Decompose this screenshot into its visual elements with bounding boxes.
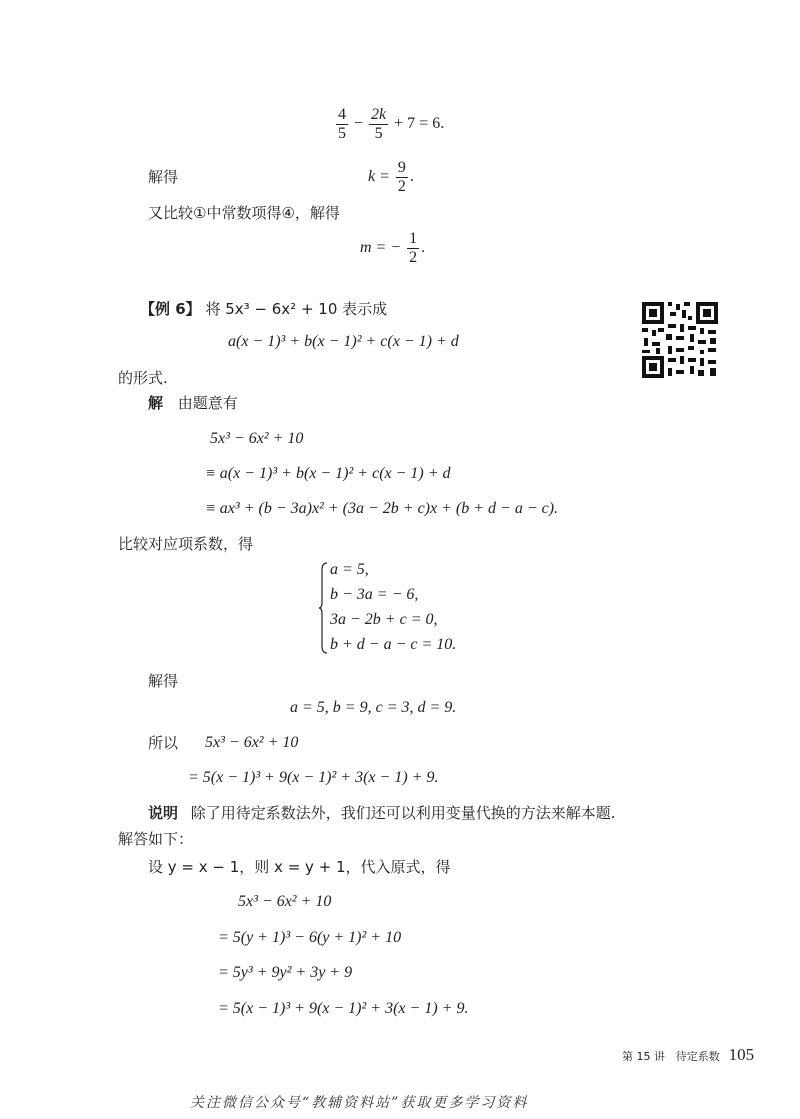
fraction-1-2 xyxy=(407,230,419,267)
solution-step-2: ≡ a(x − 1)³ + b(x − 1)² + c(x − 1) + d xyxy=(205,465,451,482)
system-eq-4: b + d − a − c = 10. xyxy=(330,636,457,653)
compare-constant-text: 又比较①中常数项得④，解得 xyxy=(148,204,340,222)
substitution-text: 设 y = x − 1，则 x = y + 1，代入原式，得 xyxy=(148,858,451,876)
left-brace xyxy=(318,562,328,654)
equation-line-1 xyxy=(334,104,444,144)
numerator: 9 xyxy=(397,158,406,176)
note-continuation: 解答如下： xyxy=(118,830,194,848)
solution-text: 由题意有 xyxy=(177,394,238,412)
solution-label: 解 xyxy=(148,394,164,412)
coefficient-values: a = 5, b = 9, c = 3, d = 9. xyxy=(290,699,457,716)
suoyi-label: 所以 xyxy=(148,734,179,752)
solution-step-1: 5x³ − 6x² + 10 xyxy=(210,430,304,447)
denominator: 5 xyxy=(369,124,388,143)
system-eq-1: a = 5, xyxy=(330,561,369,578)
m-lhs: m = − xyxy=(360,239,402,256)
denominator: 5 xyxy=(338,124,346,142)
period: . xyxy=(409,168,414,185)
result-line-1: 5x³ − 6x² + 10 xyxy=(205,734,299,751)
substitution-step-2: = 5(y + 1)³ − 6(y + 1)² + 10 xyxy=(218,929,402,946)
solution-line xyxy=(148,392,238,414)
form-end-text: 的形式. xyxy=(118,369,168,387)
substitution-step-4: = 5(x − 1)³ + 9(x − 1)² + 3(x − 1) + 9. xyxy=(218,1000,469,1017)
substitution-step-3: = 5y³ + 9y² + 3y + 9 xyxy=(218,964,353,981)
system-eq-3: 3a − 2b + c = 0, xyxy=(330,611,438,628)
fraction-9-2 xyxy=(396,159,408,196)
result-line-2: = 5(x − 1)³ + 9(x − 1)² + 3(x − 1) + 9. xyxy=(188,769,439,786)
system-eq-2: b − 3a = − 6, xyxy=(330,586,419,603)
compare-coefficients-text: 比较对应项系数，得 xyxy=(118,535,254,553)
jiede-label-2: 解得 xyxy=(148,672,179,690)
m-equation xyxy=(360,228,425,268)
denominator: 2 xyxy=(409,248,418,266)
period: . xyxy=(421,239,426,256)
page-number: 105 xyxy=(728,1045,755,1064)
jiede-label-1: 解得 xyxy=(148,168,179,186)
example-label: 【例 6】 xyxy=(140,300,201,318)
numerator: 1 xyxy=(409,229,418,247)
minus-sign: − xyxy=(354,115,364,132)
note-line xyxy=(148,802,616,824)
solution-step-3: ≡ ax³ + (b − 3a)x² + (3a − 2b + c)x + (b + d − a − c). xyxy=(205,500,559,517)
note-label: 说明 xyxy=(148,804,179,822)
qr-code-icon xyxy=(640,300,720,380)
numerator: 2k xyxy=(371,105,387,123)
fraction-4-5 xyxy=(336,106,348,143)
equation-rest: + 7 = 6. xyxy=(394,115,445,132)
note-text: 除了用待定系数法外，我们还可以利用变量代换的方法来解本题. xyxy=(190,804,616,822)
example-text: 将 5x³ − 6x² + 10 表示成 xyxy=(205,300,388,318)
k-lhs: k = xyxy=(368,168,390,185)
watermark-text: 关注微信公众号“教辅资料站”获取更多学习资料 xyxy=(190,1095,529,1111)
page-footer xyxy=(622,1044,754,1068)
fraction-2k-5 xyxy=(369,106,388,143)
substitution-step-1: 5x³ − 6x² + 10 xyxy=(238,893,332,910)
example-6-line xyxy=(140,298,387,320)
denominator: 2 xyxy=(397,177,406,195)
target-form: a(x − 1)³ + b(x − 1)² + c(x − 1) + d xyxy=(228,333,459,350)
numerator: 4 xyxy=(338,105,346,123)
topic-label: 待定系数 xyxy=(675,1050,720,1063)
chapter-label: 第 15 讲 xyxy=(622,1050,665,1063)
k-equation xyxy=(368,157,414,197)
